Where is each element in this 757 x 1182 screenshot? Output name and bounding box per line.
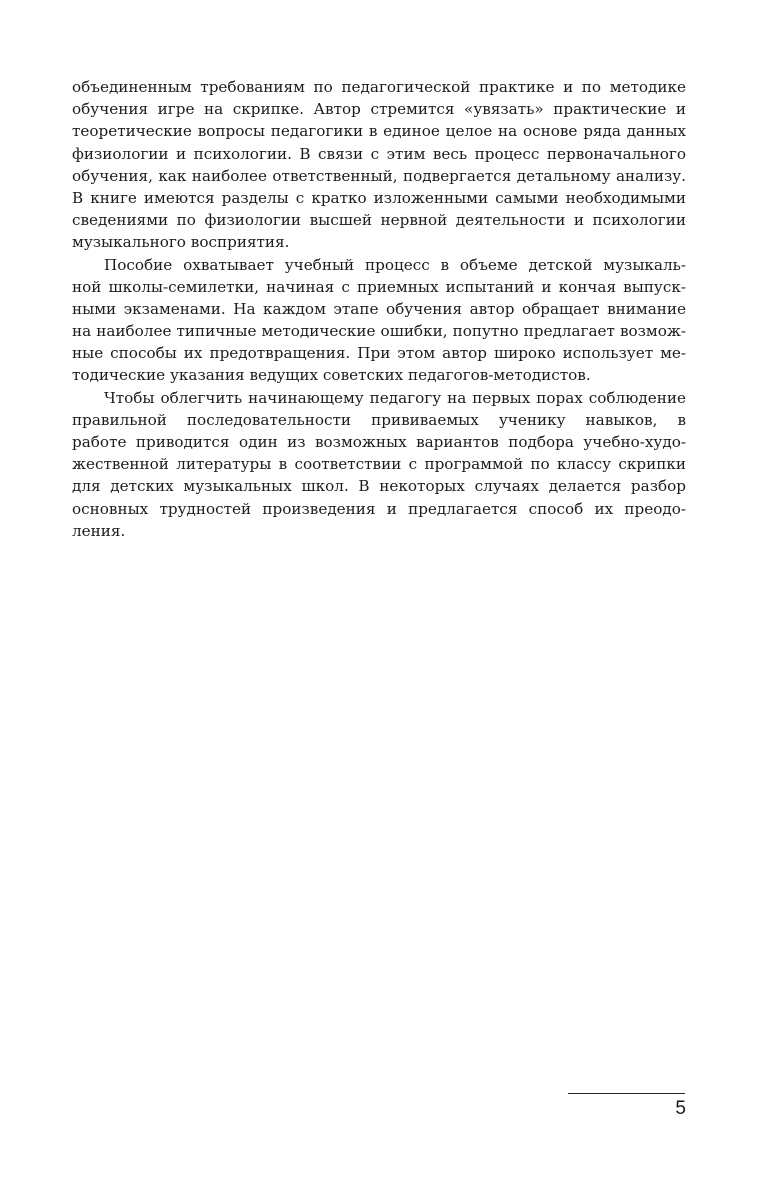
text-line: работе приводится один из возможных вариантов подбора учебно-худо- — [72, 433, 686, 451]
text-line: музыкального восприятия. — [72, 233, 290, 252]
text-line: обучения игре на скрипке. Автор стремится «увязать» практические и — [72, 100, 686, 119]
text-line: ные способы их предотвращения. При этом автор широко использует ме- — [72, 344, 686, 363]
text-line: сведениями по физиологии высшей нервной деятельности и психологии — [72, 211, 686, 230]
text-line: тодические указания ведущих советских педагогов-методистов. — [72, 366, 591, 385]
text-line: обучения, как наиболее ответственный, подвергается детальному анализу. — [72, 166, 686, 185]
text-line: теоретические вопросы педагогики в единое целое на основе ряда данных — [72, 122, 686, 141]
page-number: 5 — [675, 1098, 686, 1119]
text-line: Пособие охватывает учебный процесс в объеме детской музыкаль- — [104, 255, 686, 274]
text-line: ления. — [72, 521, 126, 540]
footer-rule — [568, 1093, 685, 1094]
text-line: для детских музыкальных школ. В некоторых случаях делается разбор — [72, 477, 686, 496]
text-line: физиологии и психологии. В связи с этим весь процесс первоначального — [72, 144, 686, 163]
paragraph-3 — [72, 387, 686, 542]
text-line: на наиболее типичные методические ошибки, попутно предлагает возмож- — [72, 322, 686, 341]
text-line: В книге имеются разделы с кратко изложенными самыми необходимыми — [72, 188, 686, 207]
paragraph-1 — [72, 76, 686, 254]
paragraph-2 — [72, 254, 686, 387]
text-line: ными экзаменами. На каждом этапе обучения автор обращает внимание — [72, 299, 686, 318]
text-line: Чтобы облегчить начинающему педагогу на первых порах соблюдение — [104, 388, 686, 407]
text-line: основных трудностей произведения и предлагается способ их преодо- — [72, 499, 686, 518]
body-text — [72, 76, 686, 542]
text-line: жественной литературы в соответствии с программой по классу скрипки — [72, 455, 686, 474]
text-line: ной школы-семилетки, начиная с приемных испытаний и кончая выпуск- — [72, 277, 686, 296]
text-line: правильной последовательности прививаемых ученику навыков, в — [72, 410, 686, 429]
text-line: объединенным требованиям по педагогической практике и по методике — [72, 78, 686, 96]
